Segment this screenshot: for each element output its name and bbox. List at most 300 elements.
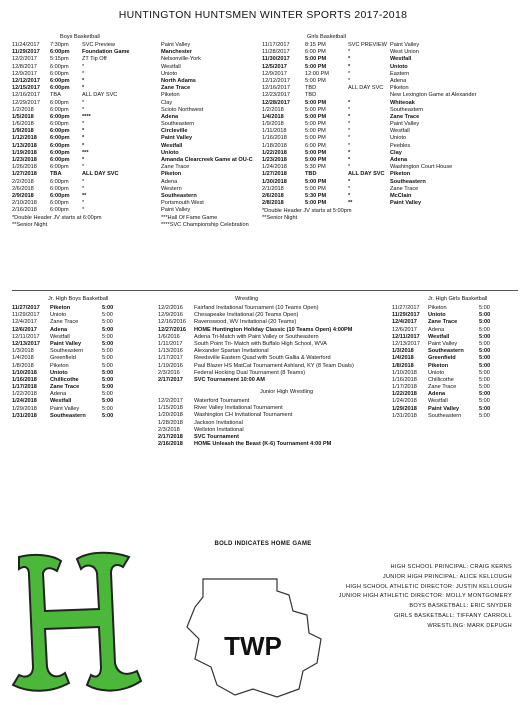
opp-cell: Adena [390,157,408,163]
schedule-row [12,193,252,200]
date-cell: 1/19/2018 [12,149,37,156]
schedule-row [12,107,252,114]
schedule-row [12,78,252,85]
date-cell: 12/9/2017 [12,70,37,77]
schedule-row [262,64,520,71]
date-cell: 1/24/2018 [12,398,37,405]
opp-cell: Paint Valley [390,42,420,48]
opp-cell: Greenfield [50,355,76,362]
date-cell: 12/4/2017 [392,319,417,326]
schedule-row [262,121,520,128]
note-cell: * [348,149,351,156]
opp-cell: Westfall [390,56,412,63]
date-cell: 1/24/2018 [392,398,417,405]
date-cell: 11/27/2017 [392,305,420,311]
schedule-row [262,128,520,135]
note-cell: ALL DAY SVC [82,171,119,178]
note-cell: *** [82,149,89,156]
jh-boys-table [12,305,152,420]
time-cell: 5:00 [479,326,490,333]
date-cell: 1/17/2017 [158,355,183,362]
time-cell: 5:00 [102,412,114,419]
note-cell: * [82,70,85,77]
opp-cell: Westfall [428,333,450,340]
schedule-row [262,107,520,114]
opp-cell: Circleville [161,128,188,135]
time-cell: 5:00 [102,319,113,326]
time-cell: 6:00 PM [305,142,326,149]
date-cell: 2/6/2018 [12,185,34,192]
date-cell: 11/30/2017 [262,56,290,63]
date-cell: 11/24/2017 [12,42,40,48]
time-cell: 5:00 PM [305,99,327,106]
time-cell: TBA [50,171,62,178]
time-cell: 6:00pm [50,113,70,120]
time-cell: 5:00 [102,391,113,398]
date-cell: 12/5/2017 [262,63,287,70]
opp-cell: Southeastern [161,121,195,128]
time-cell: TBA [50,92,61,99]
opp-cell: Westfall [161,63,181,70]
time-cell: 6:00 PM [305,49,326,56]
opp-cell: Amanda Clearcreek Game at OU-C [161,157,253,163]
schedule-row [12,157,252,164]
footnote: *Double Header JV starts at 6:00pm [12,214,102,221]
opp-cell: Westfall [390,128,410,135]
schedule-row [12,348,152,355]
time-cell: 5:00 [479,333,491,340]
time-cell: 5:00 [102,312,113,319]
schedule-row [12,143,252,150]
date-cell: 11/17/2017 [262,42,290,48]
schedule-row [12,171,252,178]
schedule-row [392,413,522,420]
schedule-row [392,334,522,341]
schedule-row [158,327,390,334]
date-cell: 1/9/2018 [262,121,284,128]
note-cell: * [82,99,85,106]
schedule-row [392,319,522,326]
time-cell: 5:00 PM [305,121,326,128]
note-cell: * [348,63,351,70]
time-cell: 6:00pm [50,149,70,156]
opp-cell: Manchester [161,49,193,56]
date-cell: 2/10/2018 [12,200,37,207]
schedule-row [262,114,520,121]
schedule-row [158,305,390,312]
date-cell: 1/5/2018 [12,113,34,120]
time-cell: 5:00 [479,369,490,376]
schedule-row [262,49,520,56]
time-cell: 6:00pm [50,157,70,163]
time-cell: 5:00 [479,319,491,326]
note-cell: * [82,63,85,70]
opp-cell: Southeastern [390,106,424,113]
time-cell: 6:00pm [50,121,69,128]
schedule-row [262,42,520,49]
opp-cell: Piketon [161,92,180,99]
girls-basketball-header: Girls Basketball [307,34,346,40]
schedule-row [262,150,520,157]
date-cell: 1/11/2018 [262,128,287,135]
staff-line: HIGH SCHOOL ATHLETIC DIRECTOR: JUSTIN KELLOUGH [346,583,512,590]
date-cell: 2/6/2018 [262,192,284,199]
date-cell: 1/27/2018 [262,171,287,178]
schedule-row [12,341,152,348]
schedule-row [12,413,152,420]
schedule-row [12,305,152,312]
time-cell: 5:00 [102,376,114,383]
opp-cell: Westfall [161,142,183,149]
note-cell: * [82,128,85,135]
time-cell: 5:00 [479,391,491,398]
date-cell: 1/6/2016 [158,333,180,340]
schedule-row [12,49,252,56]
staff-line: GIRLS BASKETBALL: TIFFANY CARROLL [394,612,512,619]
note-cell: * [82,142,85,149]
schedule-row [12,114,252,121]
date-cell: 2/17/2017 [158,376,183,383]
date-cell: 2/9/2018 [12,192,34,199]
event-cell: Reedsville Eastern Quad with South Gallia & Waterford [194,355,331,362]
date-cell: 1/16/2018 [262,135,287,142]
opp-cell: Chillicothe [50,376,79,383]
event-cell: Wellston Invitational [194,426,244,433]
staff-line: HIGH SCHOOL PRINCIPAL: CRAIG KERNS [390,564,512,570]
schedule-row [158,398,390,405]
boys-basketball-header: Boys Basketball [60,34,100,40]
date-cell: 1/19/2016 [158,362,183,369]
schedule-row [392,384,522,391]
opp-cell: Westfall [50,398,72,405]
footnote: **Senior Night [262,214,298,221]
schedule-row [12,186,252,193]
date-cell: 1/2/2018 [262,106,284,113]
time-cell: 5:00 [479,376,490,383]
time-cell: 5:00 [479,405,491,412]
date-cell: 1/6/2018 [12,121,34,128]
schedule-row [392,341,522,348]
opp-cell: Southeastern [50,412,86,419]
note-cell: * [348,106,351,113]
schedule-row [392,305,522,312]
date-cell: 1/4/2018 [262,113,284,120]
note-cell: * [348,56,351,63]
date-cell: 1/22/2018 [392,391,417,398]
note-cell: * [82,200,85,207]
schedule-row [392,312,522,319]
opp-cell: Paint Valley [428,340,458,347]
opp-cell: Westfall [50,333,70,340]
date-cell: 1/20/2018 [158,412,183,419]
event-cell: HOME Huntington Holiday Classic (10 Teams Open) 4:00PM [194,326,353,333]
time-cell: 6:00pm [50,70,69,77]
schedule-row [12,370,152,377]
township-map [181,575,327,705]
schedule-row [392,327,522,334]
schedule-row [12,377,152,384]
schedule-row [262,200,520,207]
opp-cell: Zane Trace [161,85,191,92]
opp-cell: Piketon [428,362,449,369]
event-cell: Ravenswood, WV Invitational (20 Teams) [194,319,297,326]
schedule-row [12,135,252,142]
note-cell: * [348,128,351,135]
time-cell: 6:00pm [50,99,69,106]
opp-cell: Paint Valley [390,121,420,128]
schedule-row [392,398,522,405]
schedule-row [12,92,252,99]
time-cell: 5:00 [479,362,491,369]
schedule-row [158,319,390,326]
opp-cell: Unioto [161,149,179,156]
time-cell: 8:15 PM [305,42,326,48]
date-cell: 1/23/2018 [12,157,37,163]
opp-cell: Clay [390,149,402,156]
boys-basketball-table [12,42,253,228]
schedule-row [158,405,390,412]
schedule-row [12,200,252,207]
event-cell: Fairfand Invitational Tournament (10 Teams Open) [194,305,319,311]
schedule-row [12,391,152,398]
schedule-row [158,420,390,427]
opp-cell: Scioto Northwest [161,106,204,113]
schedule-row [262,78,520,85]
schedule-row [392,406,522,413]
time-cell: 5:00 [479,398,490,405]
time-cell: 5:00 PM [305,77,326,84]
note-cell: ZT Tip Off [82,56,107,63]
note-cell: * [82,207,85,214]
time-cell: 6:00pm [50,192,70,199]
time-cell: 12:00 PM [305,70,329,77]
note-cell: **** [82,113,91,120]
opp-cell: Paint Valley [428,405,460,412]
date-cell: 12/6/2017 [12,326,37,333]
opp-cell: Piketon [50,362,69,369]
schedule-row [12,150,252,157]
opp-cell: Eastern [390,70,410,77]
time-cell: 5:00 PM [305,200,327,207]
time-cell: 7:30pm [50,42,69,48]
opp-cell: Westfall [428,398,448,405]
event-cell: SVC Tournament 10:00 AM [194,376,265,383]
date-cell: 1/2/2018 [12,106,34,113]
date-cell: 12/12/2017 [12,77,40,84]
note-cell: * [82,106,85,113]
opp-cell: Southeastern [428,412,462,419]
time-cell: 6:00pm [50,185,69,192]
opp-cell: Adena [161,113,179,120]
time-cell: 5:00 [479,355,491,362]
date-cell: 12/23/2017 [262,92,290,99]
time-cell: 6:00pm [50,164,69,171]
note-cell: SVC Preview [82,42,115,48]
note-cell: * [82,135,85,142]
opp-cell: Clay [161,99,173,106]
schedule-row [262,186,520,193]
schedule-row [12,207,252,214]
opp-cell: Paint Valley [390,200,422,207]
opp-cell: Unioto [390,63,408,70]
schedule-row [158,341,390,348]
note-cell: * [348,49,351,56]
time-cell: 5:15pm [50,56,69,63]
schedule-row [12,384,152,391]
schedule-row [158,427,390,434]
date-cell: 1/16/2018 [12,376,37,383]
time-cell: 5:00 [102,355,113,362]
note-cell: * [348,157,351,163]
opp-cell: Chillicothe [428,376,454,383]
date-cell: 11/29/2017 [392,312,420,319]
schedule-row [158,370,390,377]
date-cell: 1/23/2018 [262,157,287,163]
opp-cell: Adena [50,326,68,333]
note-cell: * [82,164,85,171]
opp-cell: Adena [428,391,446,398]
schedule-row [262,92,520,99]
note-cell: * [82,178,85,185]
opp-cell: Piketon [390,171,411,178]
note-cell: * [348,135,351,142]
time-cell: 5:00 [479,348,491,355]
opp-cell: Adena [50,391,67,398]
time-cell: 5:00 PM [305,56,327,63]
time-cell: 5:00 PM [305,178,327,185]
schedule-row [12,56,252,63]
jh-boys-header: Jr. High Boys Basketball [48,296,109,302]
schedule-row [262,157,520,164]
date-cell: 11/28/2017 [262,49,290,56]
time-cell: TBD [305,171,317,178]
schedule-row [12,398,152,405]
date-cell: 1/29/2018 [392,405,417,412]
date-cell: 1/31/2018 [12,412,37,419]
bold-indicates-home-note: BOLD INDICATES HOME GAME [214,541,312,547]
date-cell: 1/4/2018 [392,355,414,362]
opp-cell: Unioto [161,70,178,77]
schedule-row [262,179,520,186]
event-cell: Paul Blazer HS MatCat Tournament Ashland, KY (8 Team Duals) [194,362,354,369]
date-cell: 1/15/2018 [158,405,183,412]
note-cell: * [82,157,85,163]
event-cell: South Point Tri- Match with Buffalo High School, WVA [194,340,327,347]
date-cell: 1/13/2018 [12,142,37,149]
date-cell: 12/2/2017 [12,56,37,63]
opp-cell: Nelsonville-York [161,56,201,63]
time-cell: 6:00pm [50,200,69,207]
opp-cell: Paint Valley [161,42,191,48]
event-cell: SVC Tournament [194,433,239,440]
note-cell: ALL DAY SVC [82,92,118,99]
date-cell: 1/18/2018 [262,142,287,149]
staff-line: WRESTLING: MARK DEPUGH [427,622,512,629]
jh-girls-table [392,305,522,420]
schedule-row [392,391,522,398]
schedule-row [262,143,520,150]
time-cell: 6:00pm [50,85,70,92]
opp-cell: Southeastern [390,178,426,185]
time-cell: 6:00pm [50,63,69,70]
footnote: ***Hall Of Fame Game [161,214,218,221]
date-cell: 2/8/2018 [262,200,284,207]
date-cell: 1/8/2018 [12,362,34,369]
date-cell: 12/6/2017 [392,326,417,333]
date-cell: 12/16/2016 [158,319,186,326]
time-cell: 6:00pm [50,142,70,149]
time-cell: 6:00pm [50,135,70,142]
time-cell: 5:00 [102,326,114,333]
opp-cell: North Adams [161,77,196,84]
opp-cell: West Union [390,49,419,56]
township-label: TWP [224,631,282,661]
footnote: **Senior Night [12,222,48,228]
schedule-row [262,164,520,171]
opp-cell: Peebles [390,142,411,149]
time-cell: 5:00 [102,405,113,412]
opp-cell: Piketon [50,305,71,311]
date-cell: 2/1/2018 [262,185,284,192]
note-cell: * [82,121,85,128]
time-cell: 5:30 PM [305,164,326,171]
date-cell: 1/11/2017 [158,340,183,347]
note-cell: SVC PREVIEW [348,42,387,48]
time-cell: 5:00 [479,384,490,391]
time-cell: 5:00 [479,312,491,319]
time-cell: 5:00 PM [305,113,327,120]
date-cell: 1/4/2018 [12,355,34,362]
date-cell: 2/16/2018 [12,207,37,214]
opp-cell: Portsmouth West [161,200,204,207]
schedule-row [262,171,520,178]
note-cell: * [82,85,85,92]
date-cell: 12/2/2017 [158,398,183,404]
schedule-row [262,56,520,63]
schedule-row [158,412,390,419]
note-cell: * [348,77,351,84]
opp-cell: McClain [390,192,412,199]
opp-cell: Zane Trace [428,319,458,326]
event-cell: Alexander Spartan Invitational [194,348,269,355]
note-cell: * [348,99,351,106]
date-cell: 1/12/2018 [12,135,37,142]
date-cell: 1/28/2018 [158,419,183,426]
date-cell: 12/27/2016 [158,326,186,333]
date-cell: 1/26/2018 [12,164,37,171]
time-cell: 6:00pm [50,128,70,135]
opp-cell: Zane Trace [390,113,420,120]
date-cell: 12/11/2017 [392,333,420,340]
date-cell: 12/4/2017 [12,319,37,326]
date-cell: 1/27/2018 [12,171,37,178]
date-cell: 12/16/2017 [262,85,290,92]
date-cell: 11/29/2017 [12,312,40,319]
note-cell: * [348,164,351,171]
date-cell: 12/2/2016 [158,305,183,311]
schedule-row [12,327,152,334]
schedule-row [158,434,390,441]
huntington-logo [5,549,157,702]
date-cell: 1/22/2018 [262,149,287,156]
wrestling-header: Wrestling [235,296,259,302]
date-cell: 1/24/2018 [262,164,287,171]
time-cell: 5:00 [479,412,490,419]
note-cell: * [348,178,351,185]
time-cell: 5:00 [102,369,114,376]
time-cell: 5:00 PM [305,149,327,156]
time-cell: 5:00 PM [305,135,326,142]
